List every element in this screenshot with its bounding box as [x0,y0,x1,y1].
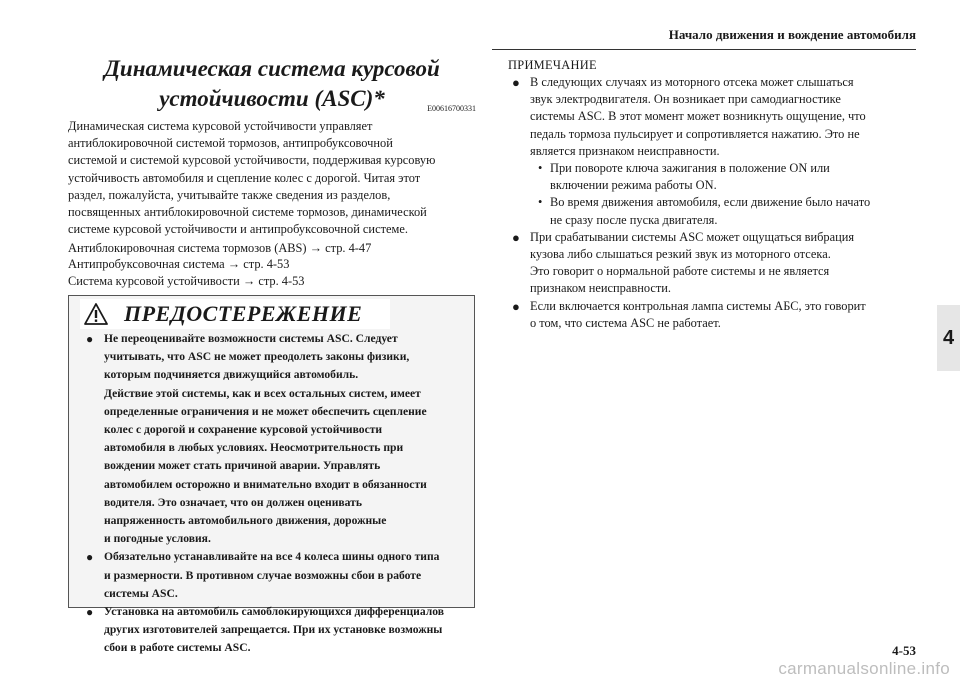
note-item [508,298,928,332]
warning-line: автомобиля в любых условиях. Неосмотрительность при [104,441,404,455]
bullet-icon: ● [86,605,94,620]
warning-line: сбои в работе системы ASC. [104,641,251,655]
note-line: кузова либо слышаться резкий звук из моторного отсека. [530,247,831,262]
warning-line: определенные ограничения и не может обеспечить сцепление [104,404,427,418]
warning-line: вождении может стать причиной аварии. Управлять [104,459,381,473]
section-title-line: Динамическая система курсовой [104,56,440,81]
warning-triangle-icon [84,303,108,325]
note-body [508,74,928,332]
warning-body [72,330,470,658]
note-line: системы ASC. В этот момент может возникнуть ощущение, что [530,109,866,124]
warning-line: системы ASC. [104,586,178,600]
note-subitem [508,194,928,228]
header-rule [492,49,916,50]
reference-link[interactable]: Система курсовой устойчивости → стр. 4-53 [68,273,305,288]
bullet-icon: ● [512,75,520,90]
watermark: carmanualsonline.info [778,659,950,678]
warning-line: Установка на автомобиль самоблокирующихся дифференциалов [104,605,445,619]
warning-item [72,603,470,658]
intro-line: системой и системой курсовой устойчивости, поддерживая курсовую [68,153,436,168]
intro-line: устойчивость автомобиля и сцепление колес с дорогой. Читая этот [68,170,421,185]
warning-line: учитывать, что ASC не может преодолеть законы физики, [104,350,410,364]
cross-references [68,240,476,289]
note-line: о том, что система ASC не работает. [530,315,721,330]
warning-line: и погодные условия. [104,532,211,546]
warning-line: Действие этой системы, как и всех остальных систем, имеет [104,386,421,400]
note-line: педаль тормоза пульсирует и сопротивляется нажатию. Это не [530,126,860,141]
running-header: Начало движения и вождение автомобиля [668,27,916,42]
chapter-tab: 4 [937,305,960,371]
warning-line: водителя. Это означает, что он должен оценивать [104,495,362,509]
page-number: 4-53 [892,643,916,658]
warning-line: других изготовителей запрещается. При их установке возможны [104,623,443,637]
warning-title: ПРЕДОСТЕРЕЖЕНИЕ [124,301,363,326]
note-line: признаком неисправности. [530,281,671,296]
sub-bullet-icon: • [538,195,543,210]
note-line: Во время движения автомобиля, если движение было начато [550,195,871,210]
bullet-icon: ● [512,229,520,245]
note-subitem [508,160,928,194]
warning-line: которым подчиняется движущийся автомобиль. [104,368,359,382]
note-line: Это говорит о нормальной работе системы и не является [530,264,830,279]
note-line: звук электродвигателя. Он возникает при самодиагностике [530,92,841,107]
intro-line: Динамическая система курсовой устойчивости управляет [68,119,373,133]
section-code: E00616700331 [427,104,476,113]
warning-line: напряженность автомобильного движения, дорожные [104,514,387,528]
note-item [508,229,928,298]
warning-line: и размерности. В противном случае возможны сбои в работе [104,568,422,582]
warning-line: Обязательно устанавливайте на все 4 колеса шины одного типа [104,550,440,564]
sub-bullet-icon: • [538,161,543,176]
reference-link[interactable]: Антиблокировочная система тормозов (ABS) → стр. 4-47 [68,241,372,255]
note-line: При срабатывании системы ASC может ощущаться вибрация [530,229,855,244]
warning-line: Не переоценивайте возможности системы ASC. Следует [104,332,398,345]
reference-link[interactable]: Антипробуксовочная система → стр. 4-53 [68,257,290,272]
warning-line: колес с дорогой и сохранение курсовой устойчивости [104,423,383,437]
bullet-icon: ● [86,550,94,565]
intro-paragraph [68,118,476,238]
bullet-icon: ● [86,332,94,346]
intro-line: посвященных антиблокировочной системе тормозов, динамической [68,205,427,220]
warning-line: автомобилем осторожно и внимательно входит в обязанности [104,477,427,491]
note-label: ПРИМЕЧАНИЕ [508,58,597,72]
warning-header [80,299,390,329]
note-line: не сразу после пуска двигателя. [550,212,718,227]
intro-line: раздел, пожалуйста, учитывайте также сведения из разделов, [68,187,391,202]
intro-line: системе курсовой устойчивости и антипробуксовочной системе. [68,222,408,237]
note-line: При повороте ключа зажигания в положение ON или [550,161,830,176]
section-title-line: устойчивости (ASC)* [159,86,385,111]
intro-line: антиблокировочной системой тормозов, антипробуксовочной [68,136,393,151]
note-line: является признаком неисправности. [530,143,720,158]
warning-item [72,330,470,548]
note-item [508,74,928,160]
note-line: В следующих случаях из моторного отсека может слышаться [530,75,854,89]
bullet-icon: ● [512,298,520,314]
note-line: включении режима работы ON. [550,178,717,193]
warning-item [72,548,470,603]
note-line: Если включается контрольная лампа системы АБС, это говорит [530,298,866,313]
